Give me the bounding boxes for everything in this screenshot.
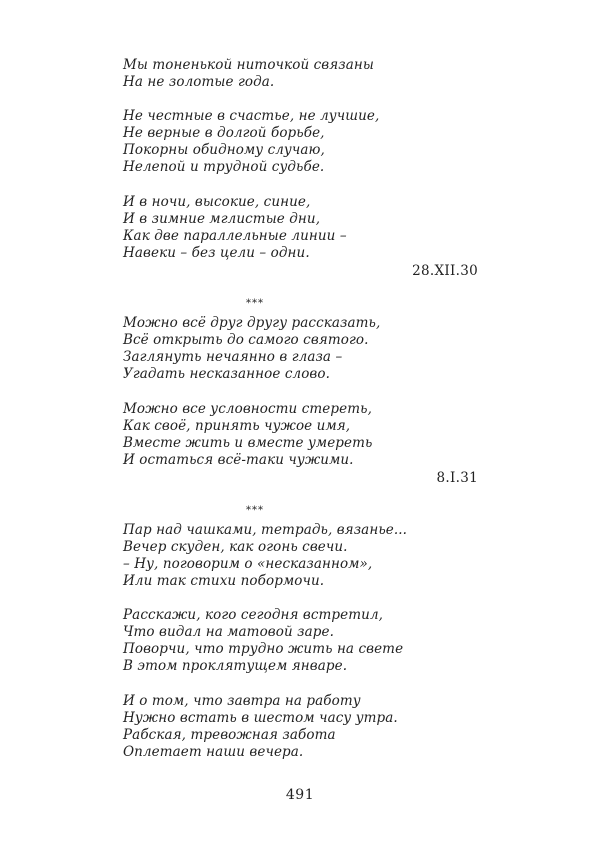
page-number: 491 [285,787,315,803]
poem-line: Нелепой и трудной судьбе. [123,159,325,175]
poem3-separator: *** [246,505,264,516]
poem-line: Вечер скуден, как огонь свечи. [123,539,348,555]
poem-line: Всё открыть до самого святого. [123,332,369,348]
poem-line: Не честные в счастье, не лучшие, [123,108,380,124]
poem-line: – Ну, поговорим о «несказанном», [123,556,373,572]
poem-line: Рабская, тревожная забота [123,727,336,743]
poem-line: И в ночи, высокие, синие, [123,194,311,210]
poem-line: Не верные в долгой борьбе, [123,125,325,141]
poem2-date: 8.I.31 [436,470,478,486]
poem-line: Навеки – без цели – одни. [123,245,310,261]
poem-line: Пар над чашками, тетрадь, вязанье... [123,522,408,538]
poem-line: На не золотые года. [123,74,275,90]
poem-line: Можно всё друг другу рассказать, [123,315,381,331]
poem-line: Вместе жить и вместе умереть [123,435,373,451]
poem-line: Или так стихи побормочи. [123,573,325,589]
poem-line: Расскажи, кого сегодня встретил, [123,607,384,623]
poem-line: Что видал на матовой заре. [123,624,335,640]
poem2-separator: *** [246,298,264,309]
poem2-stanza-2 [123,401,373,469]
poem-line: Поворчи, что трудно жить на свете [123,641,404,657]
poem2-stanza-1 [123,315,380,383]
poem-line: Заглянуть нечаянно в глаза – [123,349,343,365]
poem3-stanza-2 [123,607,403,675]
poem-line: Как две параллельные линии – [123,228,347,244]
poem3-stanza-3 [123,693,398,761]
poem-line: И в зимние мглистые дни, [123,211,321,227]
poem-line: Нужно встать в шестом часу утра. [123,710,398,726]
poem-line: И остаться всё-таки чужими. [123,452,354,468]
poem1-date: 28.XII.30 [412,263,478,279]
poem1-stanza-1 [123,57,374,91]
poem-line: Оплетает наши вечера. [123,744,304,760]
poem-line: И о том, что завтра на работу [123,693,361,709]
poem-line: В этом проклятущем январе. [123,658,348,674]
poem-line: Мы тоненькой ниточкой связаны [123,57,374,73]
poem1-stanza-3 [123,194,347,262]
poem-line: Покорны обидному случаю, [123,142,325,158]
poem-line: Угадать несказанное слово. [123,366,330,382]
poem3-stanza-1 [123,522,407,590]
poem-line: Как своё, принять чужое имя, [123,418,351,434]
poem1-stanza-2 [123,108,379,176]
poem-line: Можно все условности стереть, [123,401,372,417]
